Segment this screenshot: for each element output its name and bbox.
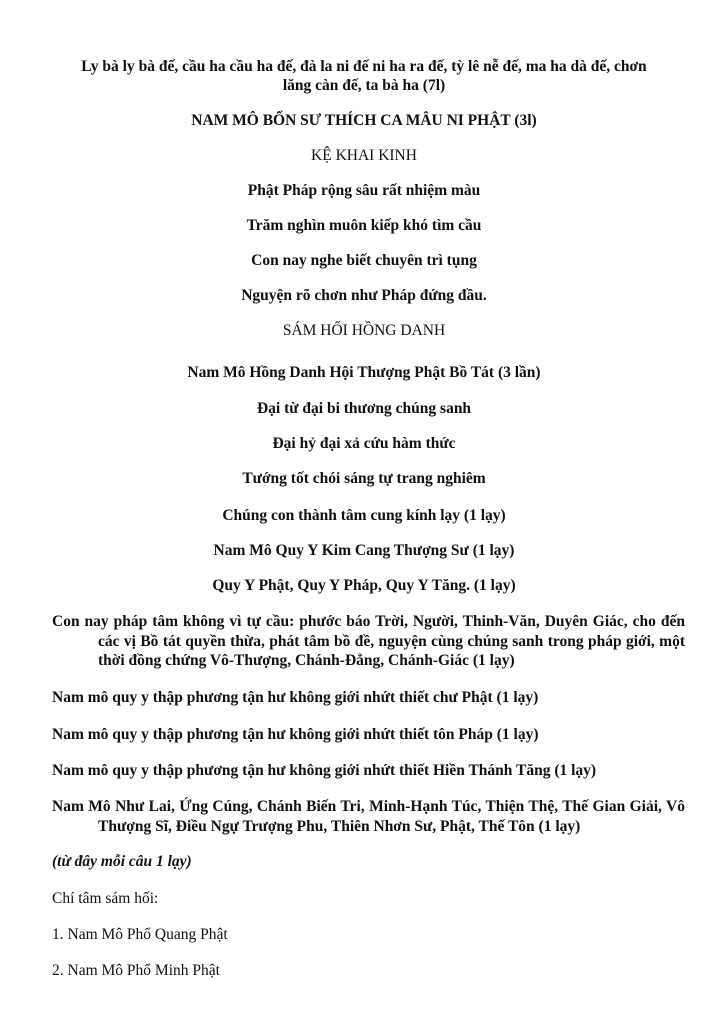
- repentance-verse-2: Đại hỷ đại xả cứu hàm thức: [272, 435, 456, 452]
- repentance-title: SÁM HỐI HỒNG DANH: [282, 322, 446, 339]
- sutra-verse-3: Con nay nghe biết chuyên trì tụng: [251, 252, 477, 269]
- sutra-verse-4: Nguyện rõ chơn như Pháp đứng đầu.: [241, 287, 487, 304]
- repentance-verse-5: Nam Mô Quy Y Kim Cang Thượng Sư (1 lạy): [213, 542, 515, 559]
- repentance-verse-1: Đại từ đại bi thương chúng sanh: [256, 400, 472, 417]
- repentance-verse-3: Tướng tốt chói sáng tự trang nghiêm: [242, 470, 486, 487]
- each-line-note: (từ đây mỗi câu 1 lạy): [52, 853, 192, 870]
- namo-shakyamuni-heading: NAM MÔ BỔN SƯ THÍCH CA MÂU NI PHẬT (3l): [191, 112, 537, 129]
- refuge-sangha-line: Nam mô quy y thập phương tận hư không giới nhứt thiết Hiền Thánh Tăng (1 lạy): [52, 762, 597, 779]
- buddha-name-item-2: 2. Nam Mô Phổ Minh Phật: [52, 962, 220, 979]
- sutra-verse-1: Phật Pháp rộng sâu rất nhiệm màu: [247, 182, 481, 199]
- sutra-verse-2: Trăm nghìn muôn kiếp khó tìm cầu: [246, 217, 482, 234]
- sincere-repentance-label: Chí tâm sám hối:: [52, 890, 159, 907]
- sutra-opening-title: KỆ KHAI KINH: [311, 147, 417, 164]
- intro-mantra-line-2: lăng càn đế, ta bà ha (7l): [282, 77, 446, 94]
- vow-paragraph: Con nay pháp tâm không vì tự cầu: phước báo Trời, Người, Thinh-Văn, Duyên Giác, cho đến các vị Bồ tát quyền thừa, phát tâm bồ đề, nguyện cùng chúng sanh trong pháp giới, một thời đồng chứng Vô-Thượng, Chánh-Đẳng, Chánh-Giác (1 lạy): [52, 613, 685, 669]
- intro-mantra-line-1: Ly bà ly bà đế, cầu ha cầu ha đế, đà la ni đế ni ha ra đế, tỳ lê nễ đế, ma ha dà đế, chơn: [81, 58, 647, 75]
- repentance-verse-6: Quy Y Phật, Quy Y Pháp, Quy Y Tăng. (1 lạy): [212, 577, 516, 594]
- repentance-invocation: Nam Mô Hồng Danh Hội Thượng Phật Bồ Tát (3 lần): [187, 364, 541, 381]
- refuge-buddha-line: Nam mô quy y thập phương tận hư không giới nhứt thiết chư Phật (1 lạy): [52, 689, 539, 706]
- tathagata-titles-paragraph: Nam Mô Như Lai, Ứng Cúng, Chánh Biến Tri, Minh-Hạnh Túc, Thiện Thệ, Thế Gian Giải, Vô Thượng Sĩ, Điều Ngự Trượng Phu, Thiên Nhơn Sư, Phật, Thế Tôn (1 lạy): [52, 798, 685, 835]
- refuge-dharma-line: Nam mô quy y thập phương tận hư không giới nhứt thiết tôn Pháp (1 lạy): [52, 726, 539, 743]
- repentance-verse-4: Chúng con thành tâm cung kính lạy (1 lạy): [222, 507, 506, 524]
- buddha-name-item-1: 1. Nam Mô Phổ Quang Phật: [52, 926, 228, 943]
